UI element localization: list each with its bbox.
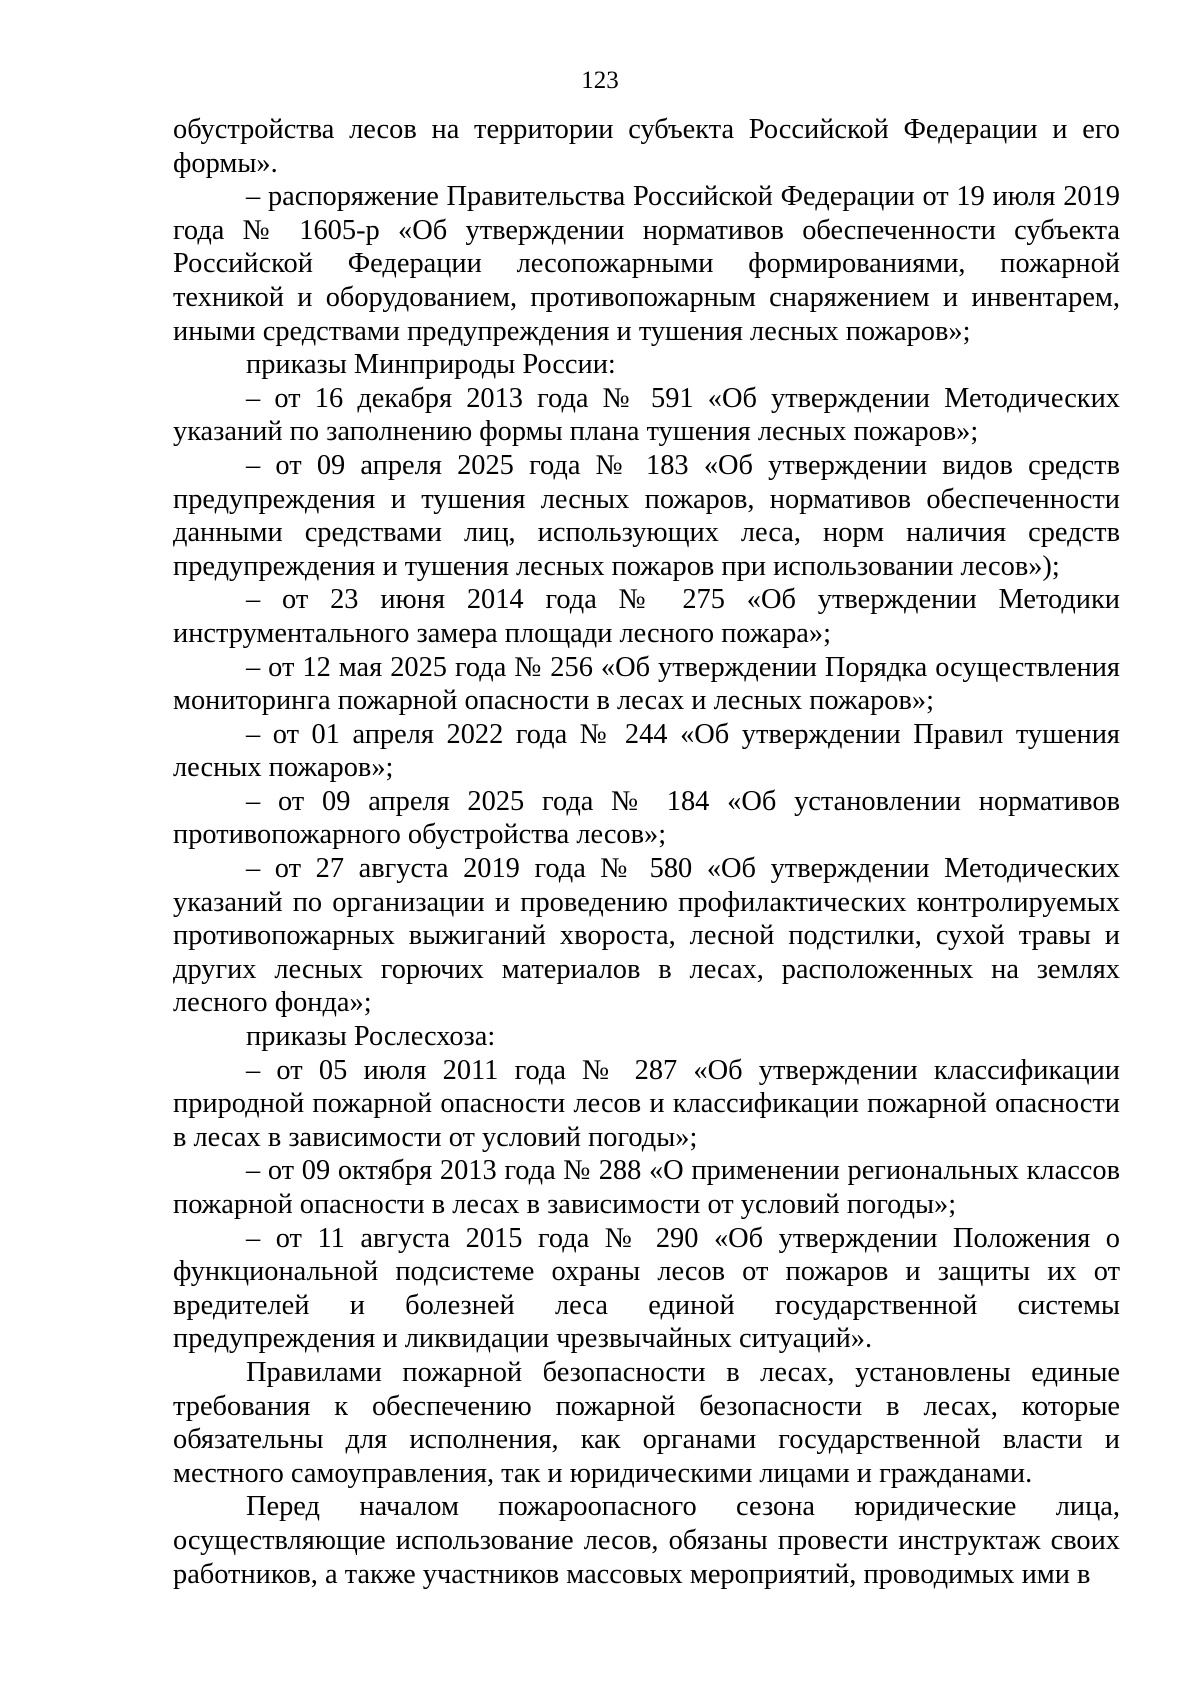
paragraph-fire-season: Перед началом пожароопасного сезона юридические лица, осуществляющие использование лесов, обязаны провести инструктаж своих работников, а также участников массовых мероприятий, проводимых ими в xyxy=(173,1491,1120,1590)
page-body xyxy=(173,113,1120,1591)
list-item-order-275: – от 23 июня 2014 года № 275 «Об утверждении Методики инструментального замера площади лесного пожара»; xyxy=(173,584,1120,649)
list-item-order-184: – от 09 апреля 2025 года № 184 «Об установлении нормативов противопожарного обустройства лесов»; xyxy=(173,785,1120,851)
list-item-order-256: – от 12 мая 2025 года № 256 «Об утверждении Порядка осуществления мониторинга пожарной опасности в лесах и лесных пожаров»; xyxy=(173,651,1120,717)
list-item-government-order: – распоряжение Правительства Российской Федерации от 19 июля 2019 года № 1605-р «Об утверждении нормативов обеспеченности субъекта Российской Федерации лесопожарными формированиями, пожарной техникой и оборудованием, противопожарным снаряжением и инвентарем, иными средствами предупреждения и тушения лесных пожаров»; xyxy=(173,181,1120,347)
list-item-order-290: – от 11 августа 2015 года № 290 «Об утверждении Положения о функциональной подсистеме охраны лесов от пожаров и защиты их от вредителей и болезней леса единой государственной системы предупреждения и ликвидации чрезвычайных ситуаций». xyxy=(173,1222,1120,1355)
section-heading-minprirody: приказы Минприроды России: xyxy=(246,349,616,381)
list-item-order-183: – от 09 апреля 2025 года № 183 «Об утверждении видов средств предупреждения и тушения лесных пожаров, нормативов обеспеченности данными средствами лиц, использующих леса, норм наличия средств предупреждения и тушения лесных пожаров при использовании лесов»); xyxy=(173,449,1120,582)
paragraph-fire-safety-rules: Правилами пожарной безопасности в лесах, установлены единые требования к обеспечению пожарной безопасности в лесах, которые обязательны для исполнения, как органами государственной власти и местного самоуправления, так и юридическими лицами и гражданами. xyxy=(173,1356,1120,1489)
list-item-order-591: – от 16 декабря 2013 года № 591 «Об утверждении Методических указаний по заполнению формы плана тушения лесных пожаров»; xyxy=(173,382,1120,448)
list-item-order-580: – от 27 августа 2019 года № 580 «Об утверждении Методических указаний по организации и проведению профилактических контролируемых противопожарных выжиганий хвороста, лесной подстилки, сухой травы и других лесных горючих материалов в лесах, расположенных на землях лесного фонда»; xyxy=(173,853,1120,1019)
list-item-order-287: – от 05 июля 2011 года № 287 «Об утверждении классификации природной пожарной опасности лесов и классификации пожарной опасности в лесах в зависимости от условий погоды»; xyxy=(173,1054,1120,1153)
section-heading-rosleshoz: приказы Рослесхоза: xyxy=(246,1021,496,1053)
page-number: 123 xyxy=(581,67,619,94)
list-item-order-288: – от 09 октября 2013 года № 288 «О применении региональных классов пожарной опасности в лесах в зависимости от условий погоды»; xyxy=(173,1155,1120,1220)
list-item-order-244: – от 01 апреля 2022 года № 244 «Об утверждении Правил тушения лесных пожаров»; xyxy=(173,718,1120,784)
paragraph-continuation: обустройства лесов на территории субъекта Российской Федерации и его формы». xyxy=(173,114,1120,179)
